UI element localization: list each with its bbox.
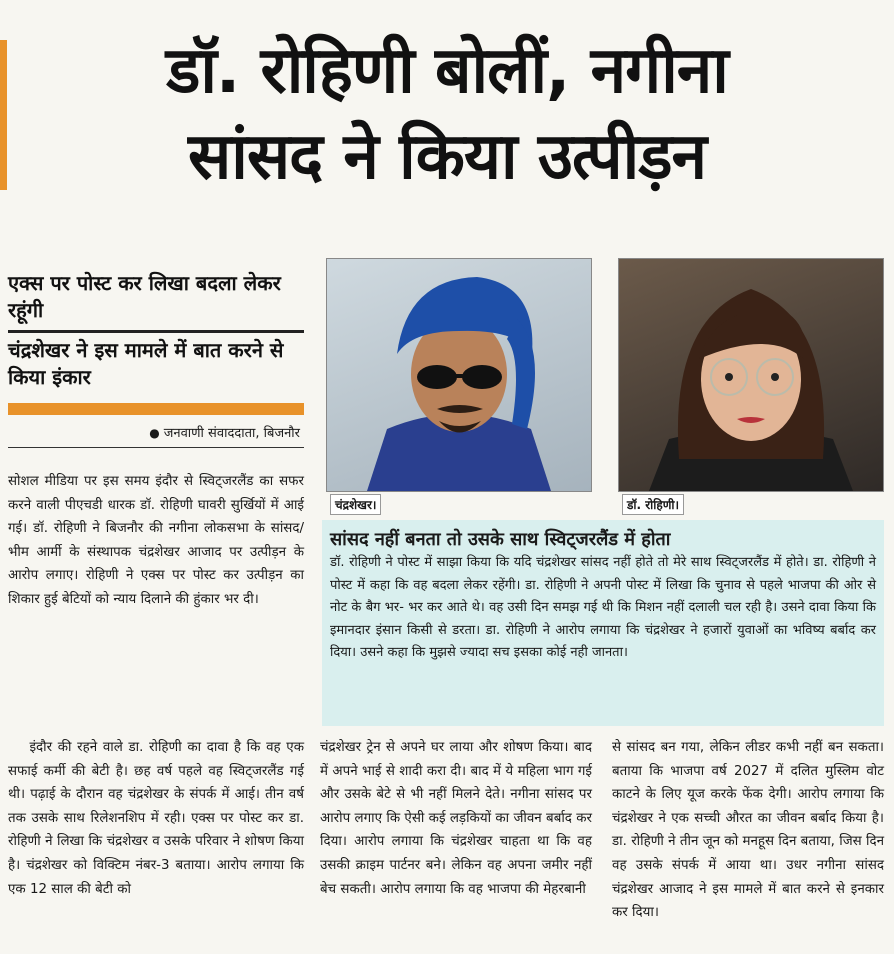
caption-left: चंद्रशेखर। [330,494,381,515]
photo-chandrashekhar [326,258,592,492]
paragraph-1: सोशल मीडिया पर इस समय इंदौर से स्विट्जरलैंड का सफर करने वाली पीएचडी धारक डॉ. रोहिणी घावरी सुर्खियों में आई गई। डॉ. रोहिणी ने बिजनौर की नगीना लोकसभा के सांसद/भीम आर्मी के संस्थापक चंद्रशेखर आजाद पर उत्पीड़न के आरोप लगाए। रोहिणी ने एक्स पर पोस्ट कर उत्पीड़न का शिकार हुई बेटियों को न्याय दिलाने की हुंकार भर दी। [8,474,304,607]
paragraph-4: से सांसद बन गया, लेकिन लीडर कभी नहीं बन सकता। बताया कि भाजपा वर्ष 2027 में दलित मुस्लिम वोट काटने के लिए यूज करके फेंक देगी। आरोप लगाया कि चंद्रशेखर ने एक सच्ची औरत का जीवन बर्बाद किया है। डा. रोहिणी ने तीन जून को मनहूस दिन बताया, जिस दिन वह उसके संपर्क में आया था। उधर नगीना सांसद चंद्रशेखर आजाद ने इस मामले में बात करने से इनकार कर दिया। [612,740,884,921]
bullet-icon: ● [149,426,160,440]
paragraph-2: इंदौर की रहने वाले डा. रोहिणी का दावा है कि वह एक सफाई कर्मी की बेटी है। छह वर्ष पहले वह स्विट्जरलैंड गई थी। पढ़ाई के दौरान वह चंद्रशेखर के संपर्क में आई। तीन वर्ष तक उसके साथ रिलेशनशिप में रही। एक्स पर पोस्ट कर डा. रोहिणी ने लिखा कि चंद्रशेखर व उसके परिवार ने शोषण किया है। चंद्रशेखर को विक्टिम नंबर-3 बताया। आरोप लगाया कि एक 12 साल की बेटी को [8,740,304,897]
orange-divider [8,403,304,415]
subhead-2: चंद्रशेखर ने इस मामले में बात करने से किया इंकार [8,338,284,389]
photo-rohini [618,258,884,492]
headline-line-1: डॉ. रोहिणी बोलीं, नगीना [166,34,728,108]
byline [8,415,304,448]
subhead-block [8,266,304,448]
caption-right: डॉ. रोहिणी। [622,494,684,515]
portrait-woman-illustration [619,259,883,491]
portrait-man-illustration [327,259,591,491]
box-body: डॉ. रोहिणी ने पोस्ट में साझा किया कि यदि चंद्रशेखर सांसद नहीं होते तो मेरे साथ स्विट्जरलैंड में होते। डा. रोहिणी ने पोस्ट में कहा कि वह बदला लेकर रहेंगी। डा. रोहिणी ने अपनी पोस्ट में लिखा कि चुनाव से पहले भाजपा की ओर से नोट के बैग भर- भर कर आते थे। वह उसी दिन समझ गई थी कि मिशन नहीं दलाली चल रही है। उसने दावा किया कि इमानदार इंसान किसी से डरता। डा. रोहिणी ने आरोप लगाया कि चंद्रशेखर ने हजारों युवाओं का भविष्य बर्बाद कर दिया। उसने कहा कि मुझसे ज्यादा सच इसका कोई नही जानता। [330,555,876,660]
paragraph-3: चंद्रशेखर ट्रेन से अपने घर लाया और शोषण किया। बाद में अपने भाई से शादी करा दी। बाद में ये महिला भाग गई और उसके बेटे से भी नहीं मिलने देते। नगीना सांसद पर आरोप लगाए कि ऐसी कई लड़कियों का जीवन बर्बाद कर दिया। आरोप लगाया कि चंद्रशेखर चाहता था कि वह उसकी क्राइम पार्टनर बने। लेकिन वह अपना जमीर नहीं बेच सकती। आरोप लगाया कि वह भाजपा की मेहरबानी [320,740,592,897]
headline-line-2: सांसद ने किया उत्पीड़न [188,120,706,194]
subhead-1: एक्स पर पोस्ट कर लिखा बदला लेकर रहूंगी [8,266,304,333]
highlight-box [322,520,884,726]
byline-text: जनवाणी संवाददाता, बिजनौर [163,426,300,441]
headline [0,28,894,200]
box-title: सांसद नहीं बनता तो उसके साथ स्विट्जरलैंड में होता [330,529,671,550]
